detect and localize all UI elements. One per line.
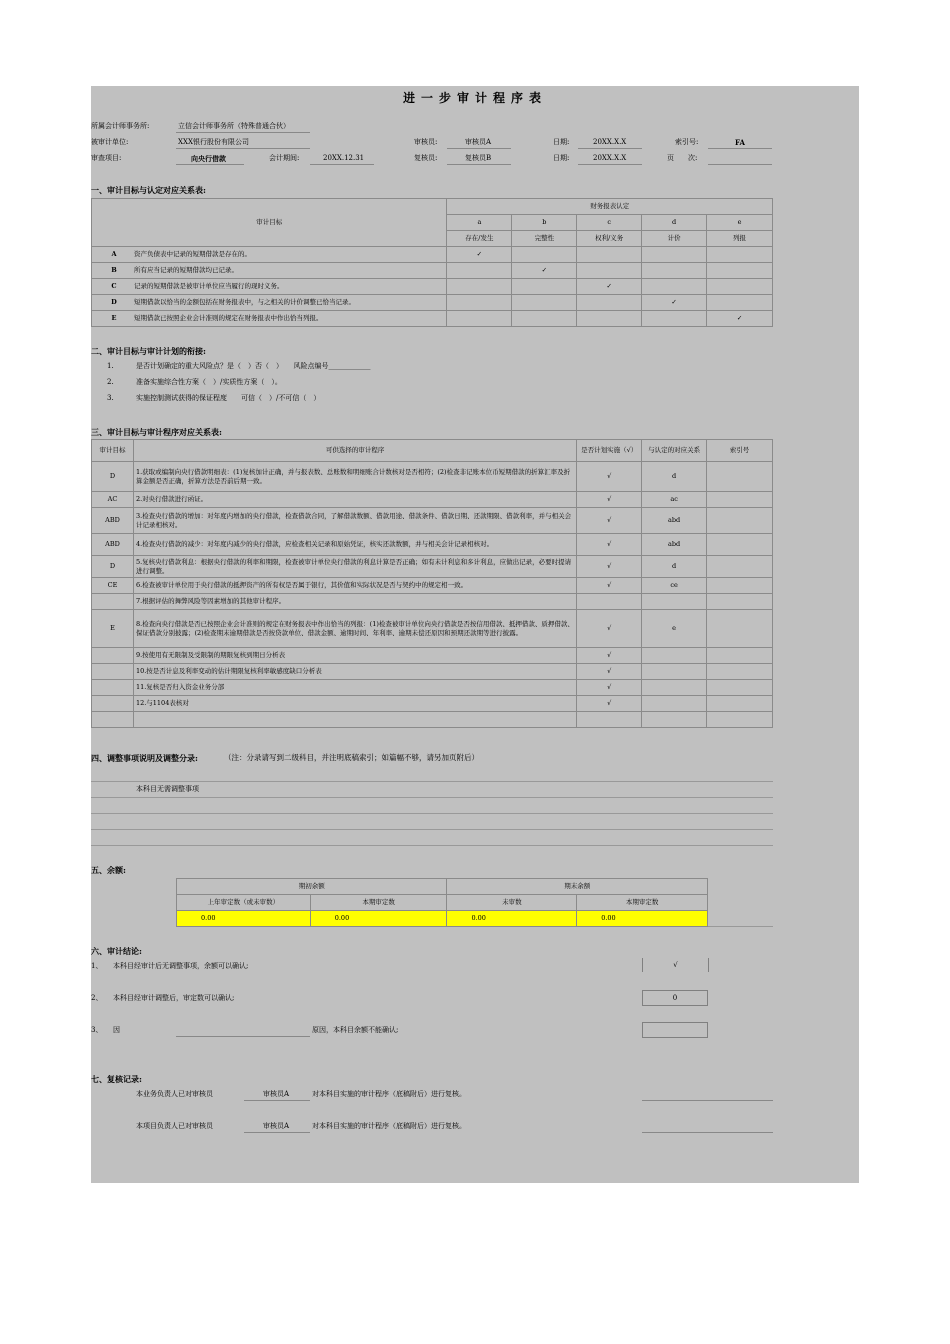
check-cell (447, 311, 512, 327)
assertion-row (92, 279, 773, 295)
assertion-completeness: 完整性 (512, 231, 577, 247)
proc-goal-cell (92, 680, 134, 696)
procedure-row (92, 712, 773, 728)
procedure-row (92, 508, 773, 534)
review-1-name-underline (244, 1100, 310, 1101)
proc-plan-cell (577, 594, 642, 610)
proc-assert-cell: d (642, 556, 707, 578)
check-cell: ✓ (642, 295, 707, 311)
opening-balance-header: 期初余额 (177, 879, 447, 895)
index-underline (708, 148, 772, 149)
reason-underline (176, 1036, 310, 1037)
goal-text: 记录的短期借款是被审计单位应当履行的现时义务。 (134, 282, 284, 291)
section1-heading: 一、审计目标与认定对应关系表: (91, 185, 206, 195)
proc-assert-cell (642, 594, 707, 610)
s6-item2-num: 2、 (91, 994, 103, 1002)
goal-code: C (111, 282, 117, 291)
value-current-audited-close: 0.00 (577, 911, 708, 927)
assertion-existence: 存在/发生 (447, 231, 512, 247)
check-cell (642, 311, 707, 327)
check-cell: ✓ (707, 311, 773, 327)
procedure-row (92, 556, 773, 578)
letter-b: b (512, 215, 577, 231)
proc-plan-cell: √ (577, 648, 642, 664)
col-current-audited-close: 本期审定数 (577, 895, 708, 911)
date-label-1: 日期: (553, 138, 570, 146)
procedure-row (92, 648, 773, 664)
date-value-1: 20XX.X.X (593, 138, 627, 146)
goal-text: 短期借款已按照企业会计准则的规定在财务报表中作出恰当列报。 (134, 314, 323, 323)
auditor-value: 审核员A (465, 138, 492, 146)
review-2-name: 审核员A (263, 1122, 290, 1130)
review-2-post: 对本科目实施的审计程序（底稿附后）进行复核。 (312, 1122, 466, 1130)
col-unaudited: 未审数 (447, 895, 577, 911)
entity-value: XXX银行股份有限公司 (178, 138, 249, 146)
proc-assert-cell (642, 712, 707, 728)
proc-index-cell (707, 610, 773, 648)
proc-plan-cell: √ (577, 610, 642, 648)
proc-index-cell (707, 492, 773, 508)
review-2-sign-line (642, 1132, 773, 1133)
check-cell (512, 311, 577, 327)
procedure-row (92, 696, 773, 712)
proc-goal-cell: D (92, 556, 134, 578)
proc-plan-cell: √ (577, 462, 642, 492)
section7-heading: 七、复核记录: (91, 1074, 142, 1084)
proc-assert-cell: ac (642, 492, 707, 508)
assertion-row (92, 311, 773, 327)
proc-goal-header: 审计目标 (92, 440, 134, 462)
assertion-presentation: 列报 (707, 231, 773, 247)
firm-value: 立信会计师事务所（特殊普通合伙） (178, 122, 290, 130)
assertion-table (91, 198, 773, 327)
proc-plan-header: 是否计划实施（√） (577, 440, 642, 462)
entity-underline (176, 148, 310, 149)
index-value: FA (735, 138, 745, 147)
firm-underline (176, 132, 310, 133)
proc-goal-cell (92, 696, 134, 712)
s6-item1-text: 本科目经审计后无调整事项，余额可以确认; (113, 962, 249, 970)
s2-item3-text: 实施控制测试获得的保证程度 可信（ ）/不可信（ ） (136, 394, 321, 402)
proc-assert-cell (642, 664, 707, 680)
goal-text: 资产负债表中记录的短期借款是存在的。 (134, 250, 251, 259)
entity-label: 被审计单位: (91, 138, 129, 146)
proc-text-cell: 3.检查央行借款的增加：对年度内增加的央行借款，检查借款合同，了解借款数额、借款用途、借款条件、借款日期、还款期限、借款利率，并与相关会计记录相核对。 (133, 508, 576, 534)
s2-item2-text: 准备实施综合性方案（ ）/实质性方案（ ）。 (136, 378, 282, 386)
proc-index-cell (707, 680, 773, 696)
check-cell (577, 311, 642, 327)
period-label: 会计期间: (269, 154, 300, 162)
check-cell (642, 279, 707, 295)
proc-index-cell (707, 648, 773, 664)
item-value: 向央行借款 (191, 154, 226, 163)
item-underline (176, 164, 244, 165)
procedure-row (92, 610, 773, 648)
adjust-line-5 (91, 845, 773, 846)
proc-index-cell (707, 508, 773, 534)
goal-cell (92, 295, 447, 311)
date-underline-1 (578, 148, 642, 149)
assertion-group-header: 财务报表认定 (447, 199, 773, 215)
check-cell: ✓ (447, 247, 512, 263)
page-title: 进一步审计程序表 (402, 91, 547, 105)
procedure-row (92, 594, 773, 610)
review-1-post: 对本科目实施的审计程序（底稿附后）进行复核。 (312, 1090, 466, 1098)
letter-d: d (642, 215, 707, 231)
value-unaudited: 0.00 (447, 911, 577, 927)
proc-text-cell: 8.检查向央行借款是否已按照企业会计准则的规定在财务报表中作出恰当的列报：(1)检查被审计单位向央行借款是否按信用借款、抵押借款、质押借款、保证借款分别披露；(2)检查期末逾期借款是否按贷款单位、借款金额、逾期时间、年利率、逾期未偿还原因和预期还款期等进行披露。 (133, 610, 576, 648)
assertion-row (92, 295, 773, 311)
proc-goal-cell (92, 712, 134, 728)
adjust-line-3 (91, 813, 773, 814)
proc-assert-cell (642, 696, 707, 712)
proc-index-cell (707, 556, 773, 578)
assertion-valuation: 计价 (642, 231, 707, 247)
balance-tail-line (708, 926, 773, 927)
proc-text-cell: 4.检查央行借款的减少：对年度内减少的央行借款，应检查相关记录和原始凭证，核实还款数额，并与相关会计记录相核对。 (133, 534, 576, 556)
goal-cell (92, 311, 447, 327)
worksheet (91, 86, 859, 1183)
proc-plan-cell: √ (577, 696, 642, 712)
proc-goal-cell: CE (92, 578, 134, 594)
period-value: 20XX.12.31 (323, 154, 365, 162)
page-underline (708, 164, 772, 165)
proc-assert-header: 与认定的对应关系 (642, 440, 707, 462)
goal-cell (92, 247, 447, 263)
conclusion-1-box[interactable]: √ (642, 958, 709, 972)
adjust-line-4 (91, 829, 773, 830)
reviewer-underline (447, 164, 511, 165)
proc-plan-cell: √ (577, 680, 642, 696)
check-cell (512, 279, 577, 295)
s6-item1-num: 1、 (91, 962, 103, 970)
check-cell (512, 295, 577, 311)
proc-goal-cell: E (92, 610, 134, 648)
firm-label: 所属会计师事务所: (91, 122, 150, 130)
proc-plan-cell: √ (577, 534, 642, 556)
adjust-text: 本科目无需调整事项 (136, 785, 199, 793)
check-cell (512, 247, 577, 263)
proc-goal-cell: ABD (92, 534, 134, 556)
proc-text-cell: 12.与1104表核对 (133, 696, 576, 712)
procedure-table (91, 439, 773, 728)
s2-item3-num: 3. (107, 394, 114, 402)
proc-index-cell (707, 462, 773, 492)
proc-goal-cell: D (92, 462, 134, 492)
proc-text-cell: 6.检查被审计单位用于央行借款的抵押资产的所有权是否属于银行，其价值和实际状况是否与契约中的规定相一致。 (133, 578, 576, 594)
page-label: 页 次: (667, 154, 698, 162)
proc-goal-cell (92, 648, 134, 664)
goal-text: 短期借款以恰当的金额包括在财务报表中，与之相关的计价调整已恰当记录。 (134, 298, 355, 307)
check-cell (642, 263, 707, 279)
assertion-rights: 权利/义务 (577, 231, 642, 247)
conclusion-3-box[interactable] (642, 1022, 708, 1038)
section4-note: （注：分录请写到二级科目，并注明底稿索引；如篇幅不够，请另加页附后） (224, 753, 479, 762)
goal-header: 审计目标 (92, 199, 447, 247)
proc-index-cell (707, 534, 773, 556)
proc-text-cell: 7.根据评估的舞弊风险等因素增加的其他审计程序。 (133, 594, 576, 610)
proc-index-cell (707, 594, 773, 610)
assertion-row (92, 263, 773, 279)
goal-code: E (111, 314, 117, 323)
check-cell (447, 295, 512, 311)
proc-text-cell: 5.复核央行借款利息：根据央行借款的利率和期限，检查被审计单位央行借款的利息计算是否正确；如有未计利息和多计利息，应做出记录，必要时提请进行调整。 (133, 556, 576, 578)
index-label: 索引号: (675, 138, 699, 146)
goal-code: A (111, 250, 117, 259)
review-2-name-underline (244, 1132, 310, 1133)
letter-c: c (577, 215, 642, 231)
adjust-line-2 (91, 797, 773, 798)
check-cell: ✓ (577, 279, 642, 295)
date-label-2: 日期: (553, 154, 570, 162)
procedure-row (92, 680, 773, 696)
reviewer-value: 复核员B (465, 154, 492, 162)
s6-item3-pre: 因 (113, 1026, 120, 1034)
proc-goal-cell: ABD (92, 508, 134, 534)
proc-assert-cell: e (642, 610, 707, 648)
adjust-line-1 (91, 781, 773, 782)
proc-index-cell (707, 664, 773, 680)
auditor-underline (447, 148, 511, 149)
goal-cell (92, 279, 447, 295)
section4-heading: 四、调整事项说明及调整分录: (91, 753, 198, 763)
check-cell (642, 247, 707, 263)
proc-text-cell: 9.按使用有无限制及受限制的期限复核到期日分析表 (133, 648, 576, 664)
proc-assert-cell: abd (642, 508, 707, 534)
proc-index-header: 索引号 (707, 440, 773, 462)
balance-table (176, 878, 708, 927)
proc-plan-cell (577, 712, 642, 728)
procedure-row (92, 534, 773, 556)
procedure-row (92, 492, 773, 508)
goal-text: 所有应当记录的短期借款均已记录。 (134, 266, 238, 275)
review-1-pre: 本业务负责人已对审核员 (136, 1090, 213, 1098)
proc-assert-cell: d (642, 462, 707, 492)
conclusion-2-box[interactable]: 0 (642, 990, 708, 1006)
s2-item2-num: 2. (107, 378, 114, 386)
check-cell (707, 295, 773, 311)
value-prior-audited: 0.00 (177, 911, 311, 927)
check-cell (447, 263, 512, 279)
proc-assert-cell: abd (642, 534, 707, 556)
reviewer-label: 复核员: (414, 154, 438, 162)
proc-index-cell (707, 712, 773, 728)
section5-heading: 五、余额: (91, 865, 126, 875)
value-current-audited-open: 0.00 (310, 911, 447, 927)
proc-assert-cell: ce (642, 578, 707, 594)
proc-text-cell: 1.获取或编制向央行借款明细表：(1)复核加计正确，并与报表数、总账数和明细账合计数核对是否相符；(2)检查非记账本位币短期借款的折算汇率及折算金额是否正确，折算方法是否前后期一致。 (133, 462, 576, 492)
proc-goal-cell (92, 594, 134, 610)
col-current-audited-open: 本期审定数 (310, 895, 447, 911)
check-cell (707, 247, 773, 263)
goal-code: D (111, 298, 117, 307)
item-label: 审查项目: (91, 154, 122, 162)
goal-code: B (111, 266, 117, 275)
proc-assert-cell (642, 680, 707, 696)
proc-goal-cell (92, 664, 134, 680)
proc-goal-cell: AC (92, 492, 134, 508)
proc-assert-cell (642, 648, 707, 664)
goal-cell (92, 263, 447, 279)
proc-plan-cell: √ (577, 664, 642, 680)
letter-a: a (447, 215, 512, 231)
proc-plan-cell: √ (577, 578, 642, 594)
auditor-label: 审核员: (414, 138, 438, 146)
s6-item3-text: 原因，本科目余额不能确认; (312, 1026, 399, 1034)
review-1-name: 审核员A (263, 1090, 290, 1098)
proc-plan-cell: √ (577, 508, 642, 534)
check-cell (447, 279, 512, 295)
check-cell (577, 263, 642, 279)
proc-text-cell (133, 712, 576, 728)
check-cell (707, 263, 773, 279)
review-2-pre: 本项目负责人已对审核员 (136, 1122, 213, 1130)
letter-e: e (707, 215, 773, 231)
s6-item3-num: 3、 (91, 1026, 103, 1034)
period-underline (310, 164, 374, 165)
assertion-row (92, 247, 773, 263)
proc-text-header: 可供选择的审计程序 (133, 440, 576, 462)
proc-plan-cell: √ (577, 556, 642, 578)
section2-heading: 二、审计目标与审计计划的衔接: (91, 346, 206, 356)
s2-item1-text: 是否计划确定的重大风险点？是（ ）否（ ） 风险点编号____________ (136, 362, 371, 370)
section6-heading: 六、审计结论: (91, 946, 142, 956)
closing-balance-header: 期末余额 (447, 879, 708, 895)
procedure-row (92, 578, 773, 594)
col-prior-audited: 上年审定数（或未审数） (177, 895, 311, 911)
section3-heading: 三、审计目标与审计程序对应关系表: (91, 427, 222, 437)
check-cell (707, 279, 773, 295)
proc-plan-cell: √ (577, 492, 642, 508)
proc-index-cell (707, 578, 773, 594)
proc-text-cell: 2.对央行借款进行函证。 (133, 492, 576, 508)
s6-item2-text: 本科目经审计调整后，审定数可以确认; (113, 994, 235, 1002)
check-cell: ✓ (512, 263, 577, 279)
proc-text-cell: 11.复核是否归入资金业务分部 (133, 680, 576, 696)
review-1-sign-line (642, 1100, 773, 1101)
s2-item1-num: 1. (107, 362, 114, 370)
procedure-row (92, 664, 773, 680)
proc-index-cell (707, 696, 773, 712)
date-underline-2 (578, 164, 642, 165)
check-cell (577, 247, 642, 263)
procedure-row (92, 462, 773, 492)
date-value-2: 20XX.X.X (593, 154, 627, 162)
proc-text-cell: 10.按是否计息及利率变动的估计期限复核利率敏感度缺口分析表 (133, 664, 576, 680)
check-cell (577, 295, 642, 311)
